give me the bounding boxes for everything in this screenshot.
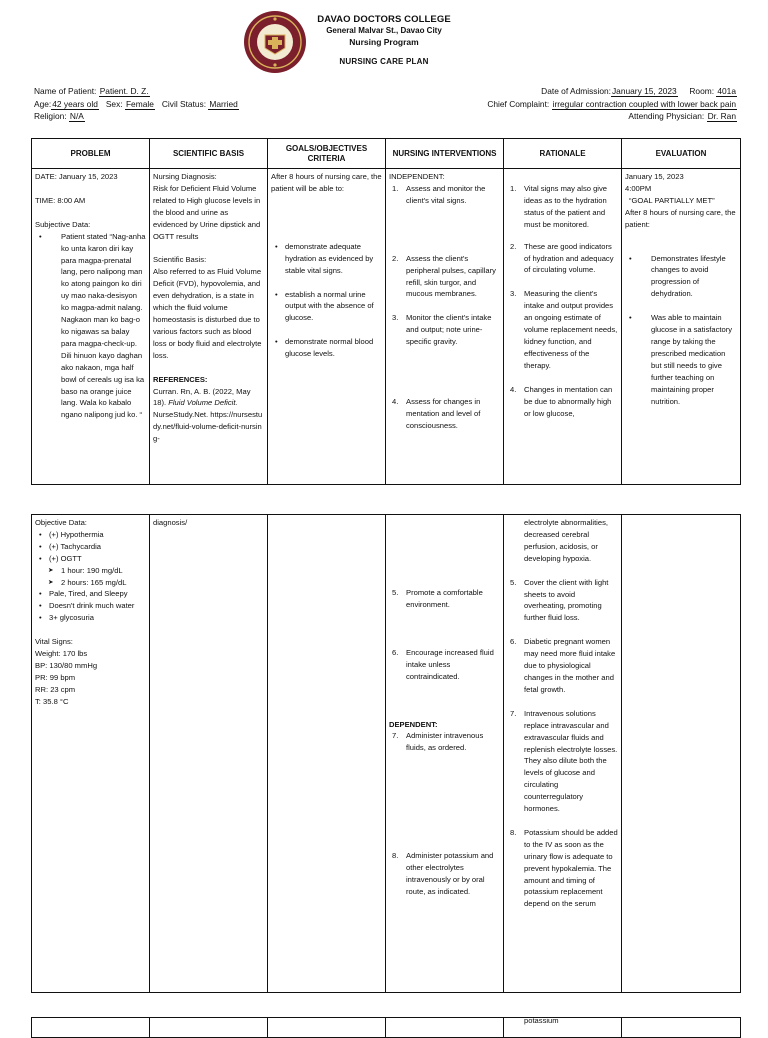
goal-item: • establish a normal urine output with the absence of glucose. bbox=[271, 289, 382, 325]
col-rationale: RATIONALE bbox=[504, 139, 622, 169]
objective-label: Objective Data: bbox=[35, 518, 87, 527]
care-plan-table-page-2 bbox=[31, 514, 741, 993]
objective-item: • Doesn't drink much water bbox=[35, 600, 146, 612]
admission-date: January 15, 2023 bbox=[611, 86, 677, 96]
intervention-item: 4. Assess for changes in mentation and level of consciousness. bbox=[392, 397, 481, 430]
vital-signs-label: Vital Signs: bbox=[35, 637, 73, 647]
basis-continuation: diagnosis/ bbox=[153, 518, 188, 527]
sci-basis-text: Also referred to as Fluid Volume Deficit (FVD), hypovolemia, and even dehydration, is a state in which the fluid volume homeostasis is disturbed due to various factors such as blood loss or body fluid and electrolyte loss. bbox=[153, 267, 262, 360]
references-label: REFERENCES: bbox=[153, 374, 208, 384]
document-title: NURSING CARE PLAN bbox=[339, 57, 429, 66]
sci-basis-label: Scientific Basis: bbox=[153, 255, 207, 265]
table-row bbox=[32, 169, 741, 485]
program-name: Nursing Program bbox=[349, 37, 419, 47]
intervention-item: 3. Monitor the client's intake and output; note urine-specific gravity. bbox=[392, 313, 492, 347]
evaluation-cell bbox=[622, 169, 741, 485]
rationale-item: 6. Diabetic pregnant women may need more fluid intake due to physiological changes in the mother and fetal growth. bbox=[510, 637, 616, 694]
ogtt-item: ➤ 1 hour: 190 mg/dL bbox=[35, 565, 146, 577]
objective-item: • 3+ glycosuria bbox=[35, 612, 146, 624]
care-plan-table-page-1 bbox=[31, 138, 741, 485]
goal-item: • demonstrate adequate hydration as evidenced by stable vital signs. bbox=[271, 241, 382, 277]
rationale-cont-cell bbox=[504, 515, 622, 993]
objective-item: • (+) Hypothermia bbox=[35, 529, 146, 541]
objective-data-cell bbox=[32, 515, 150, 993]
objective-item: • Pale, Tired, and Sleepy bbox=[35, 588, 146, 600]
table-row bbox=[32, 1018, 741, 1038]
vital-sign: Weight: 170 lbs bbox=[35, 649, 88, 659]
patient-religion: N/A bbox=[69, 111, 84, 121]
col-problem: PROBLEM bbox=[32, 139, 150, 169]
ogtt-item: ➤ 2 hours: 165 mg/dL bbox=[35, 577, 146, 589]
goals-cell bbox=[268, 169, 386, 485]
independent-label: INDEPENDENT: bbox=[389, 172, 445, 181]
objective-item: • (+) OGTT bbox=[35, 553, 146, 565]
objective-item: • (+) Tachycardia bbox=[35, 541, 146, 553]
problem-cell bbox=[32, 169, 150, 485]
rationale-item: 4. Changes in mentation can be due to abnormally high or low glucose, bbox=[510, 384, 613, 418]
goals-intro: After 8 hours of nursing care, the patient will be able to: bbox=[271, 172, 382, 193]
college-address: General Malvar St., Davao City bbox=[326, 26, 442, 35]
patient-age: 42 years old bbox=[52, 99, 98, 109]
subjective-label: Subjective Data: bbox=[35, 219, 91, 229]
problem-date: DATE: January 15, 2023 bbox=[35, 172, 118, 181]
scientific-basis-cont-cell bbox=[150, 515, 268, 993]
col-goals: GOALS/OBJECTIVES CRITERIA bbox=[268, 139, 386, 169]
patient-civil-status: Married bbox=[209, 99, 238, 109]
admission-line: Date of Admission:January 15, 2023 Room: 401a bbox=[541, 86, 736, 96]
goal-item: • demonstrate normal blood glucose levels. bbox=[271, 336, 382, 360]
intervention-item: 2. Assess the client's peripheral pulses, capillary refill, skin turgor, and mucous membranes. bbox=[392, 253, 496, 299]
patient-name: Patient. D. Z. bbox=[99, 86, 149, 96]
attending-physician: Dr. Ran bbox=[707, 111, 736, 121]
rationale-item: 2. These are good indicators of hydration and adequacy of circulating volume. bbox=[510, 241, 614, 275]
reference-entry: Curran. Rn, A. B. (2022, May 18). Fluid Volume Deficit. NurseStudy.Net. https://nursestudy.net/fluid-volume-deficit-nursing- bbox=[153, 386, 263, 444]
problem-time: TIME: 8:00 AM bbox=[35, 195, 86, 205]
rationale-item: 7. Intravenous solutions replace intravascular and extravascular fluids and replenish electrolyte losses. They also dilute both the levels of glucose and circulating counterregulatory hormones. bbox=[510, 708, 618, 814]
rationale-cont-cell bbox=[504, 1018, 622, 1038]
intervention-item: 7. Administer intravenous fluids, as ordered. bbox=[392, 731, 484, 753]
table-row bbox=[32, 515, 741, 993]
physician-line: Attending Physician: Dr. Ran bbox=[628, 111, 736, 121]
interventions-cell bbox=[386, 169, 504, 485]
rationale-item: 5. Cover the client with light sheets to avoid overheating, promoting further fluid loss. bbox=[510, 577, 609, 623]
reference-url: https://nursestudy.net/fluid-volume-deficit-nursing- bbox=[153, 410, 263, 444]
evaluation-item: • Was able to maintain glucose in a satisfactory range by taking the prescribed medication but still needs to give further teaching on maintaining proper nutrition. bbox=[625, 312, 737, 407]
complaint-line: Chief Complaint: irregular contraction coupled with lower back pain bbox=[487, 99, 736, 109]
vital-sign: PR: 99 bpm bbox=[35, 672, 76, 682]
subjective-quote: • Patient stated “Nag-anha ko unta karon diri kay para magpa-prenatal lang, pero nalipong man ko atong paingon ko diri uy mao naka-desisyon ko magpa-admit nalang. Nagkaon man ko bag-o ko nigawas sa balay para magpa-check-up. Dili hinuon kayo daghan ako nakaon, mga half bowl of cereals ug isa ka baso na orange juice lang. Wala ko kabalo ngano nalipong jud ko. “ bbox=[35, 231, 146, 422]
evaluation-item: • Demonstrates lifestyle changes to avoid progression of dehydration. bbox=[625, 253, 737, 301]
dependent-label: DEPENDENT: bbox=[389, 719, 438, 729]
evaluation-date: January 15, 2023 bbox=[625, 172, 684, 181]
rationale-item: 3. Measuring the client's intake and output provides an ongoing estimate of volume replacement needs, kidney function, and effectiveness of the therapy. bbox=[510, 289, 618, 370]
rationale-item: 1. Vital signs may also give ideas as to the hydration status of the patient and must be monitored. bbox=[510, 184, 608, 229]
col-scientific-basis: SCIENTIFIC BASIS bbox=[150, 139, 268, 169]
patient-sex: Female bbox=[125, 99, 154, 109]
diagnosis-text: Risk for Deficient Fluid Volume related to High glucose levels in the blood and urine as evidenced by Urine dipstick and OGTT results bbox=[153, 183, 261, 241]
patient-demographics-line: Age:42 years old Sex: Female Civil Status: Married bbox=[34, 99, 238, 109]
evaluation-cont-cell bbox=[622, 515, 741, 993]
vital-sign: RR: 23 cpm bbox=[35, 684, 76, 694]
rationale-item: 8. Potassium should be added to the IV as soon as the urinary flow is adequate to prevent hypokalemia. The amount and timing of potassium replacement depend on the serum bbox=[510, 827, 618, 909]
evaluation-intro: After 8 hours of nursing care, the patient: bbox=[625, 207, 736, 229]
intervention-item: 1. Assess and monitor the client's vital signs. bbox=[392, 183, 486, 205]
evaluation-time: 4:00PM bbox=[625, 183, 652, 193]
rationale-continuation: potassium bbox=[524, 1017, 559, 1025]
diagnosis-label: Nursing Diagnosis: bbox=[153, 172, 217, 181]
goals-cont-cell bbox=[268, 515, 386, 993]
chief-complaint: irregular contraction coupled with lower back pain bbox=[552, 99, 736, 109]
table-header-row bbox=[32, 139, 741, 169]
intervention-item: 8. Administer potassium and other electrolytes intravenously or by oral route, as indicated. bbox=[392, 851, 494, 896]
col-evaluation: EVALUATION bbox=[622, 139, 741, 169]
patient-religion-line: Religion: N/A bbox=[34, 111, 84, 121]
care-plan-table-page-3 bbox=[31, 1017, 741, 1038]
patient-name-line: Name of Patient: Patient. D. Z. bbox=[34, 86, 149, 96]
vital-sign: T: 35.8 °C bbox=[35, 696, 69, 706]
col-interventions: NURSING INTERVENTIONS bbox=[386, 139, 504, 169]
interventions-cont-cell bbox=[386, 515, 504, 993]
intervention-item: 5. Promote a comfortable environment. bbox=[392, 588, 483, 609]
rationale-cell bbox=[504, 169, 622, 485]
evaluation-status: “GOAL PARTIALLY MET” bbox=[629, 195, 715, 205]
intervention-item: 6. Encourage increased fluid intake unless contraindicated. bbox=[392, 647, 494, 681]
vital-sign: BP: 130/80 mmHg bbox=[35, 660, 98, 670]
rationale-continuation: electrolyte abnormalities, decreased cerebral perfusion, acidosis, or developing hypoxia. bbox=[524, 518, 608, 563]
room-number: 401a bbox=[717, 86, 736, 96]
scientific-basis-cell bbox=[150, 169, 268, 485]
college-name: DAVAO DOCTORS COLLEGE bbox=[317, 14, 451, 25]
